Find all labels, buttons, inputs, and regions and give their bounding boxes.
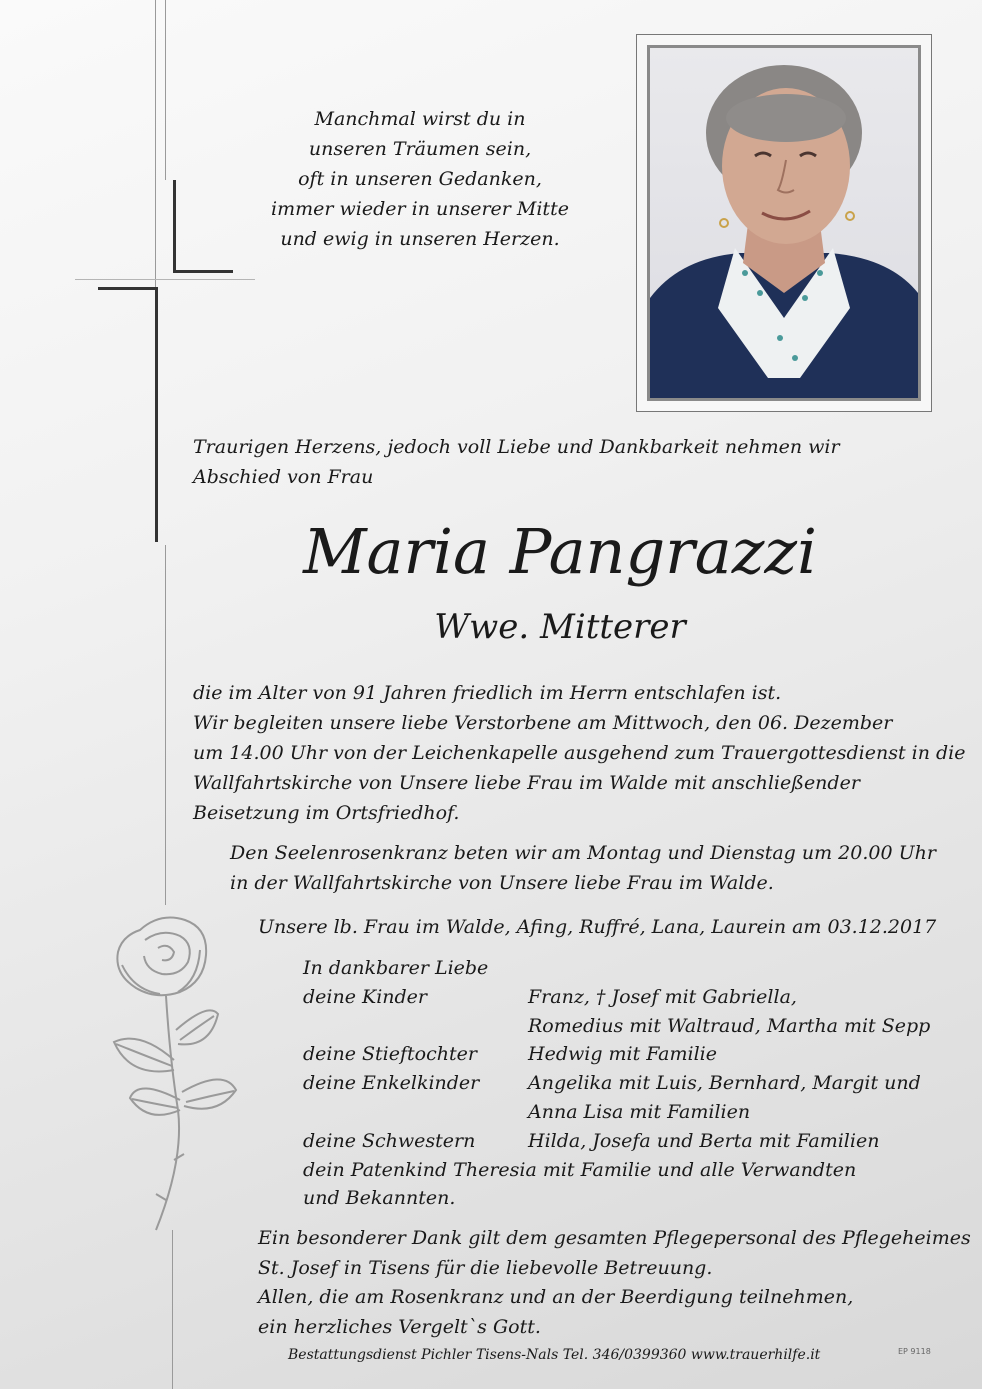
thanks-text [258,1224,971,1342]
portrait-frame [636,34,932,412]
family-role [303,1012,528,1041]
family-row [303,1098,963,1127]
rose-icon [100,910,250,1240]
family-closing-line: und Bekannten. [303,1187,456,1210]
family-names: Hilda, Josefa und Berta mit Familien [528,1129,880,1152]
thanks-line: Allen, die am Rosenkranz und an der Beerdigung teilnehmen, [258,1286,854,1308]
cross-long-arm [75,279,255,280]
intro-line: Traurigen Herzens, jedoch voll Liebe und Dankbarkeit nehmen wir [193,436,840,458]
left-border-line-4 [172,1230,173,1389]
family-role: deine Schwestern [303,1129,476,1152]
family-row [303,1127,963,1156]
poem-line: Manchmal wirst du in [314,108,526,130]
family-role: deine Enkelkinder [303,1072,480,1095]
poem-line: oft in unseren Gedanken, [298,168,542,190]
family-row [303,1069,963,1098]
announcement-line: Beisetzung im Ortsfriedhof. [193,802,460,824]
poem-line: und ewig in unseren Herzen. [280,228,560,250]
announcement-line: um 14.00 Uhr von der Leichenkapelle ausgehend zum Trauergottesdienst in die [193,742,966,764]
template-code: EP 9118 [898,1347,931,1356]
intro-text [193,432,913,492]
thanks-line: St. Josef in Tisens für die liebevolle Betreuung. [258,1256,713,1279]
family-names: Angelika mit Luis, Bernhard, Margit und [528,1072,921,1095]
family-intro: In dankbarer Liebe [303,957,489,979]
thanks-line: ein herzliches Vergelt`s Gott. [258,1315,541,1338]
family-row [303,983,963,1012]
rosary-text [230,838,950,898]
left-border-line [155,0,156,287]
family-role: deine Kinder [303,985,428,1008]
rosary-line: in der Wallfahrtskirche von Unsere liebe Frau im Walde. [230,872,774,894]
family-role [303,1098,528,1127]
family-names: Hedwig mit Familie [528,1043,717,1066]
left-border-line-3 [165,545,166,905]
announcement-line: die im Alter von 91 Jahren friedlich im Herrn entschlafen ist. [193,682,782,704]
family-closing-line: dein Patenkind Theresia mit Familie und alle Verwandten [303,1158,857,1181]
intro-line: Abschied von Frau [193,466,374,488]
family-row [303,1012,963,1041]
poem [250,104,590,254]
funeral-home-footer: Bestattungsdienst Pichler Tisens-Nals Tel. 346/0399360 www.trauerhilfe.it [288,1347,821,1363]
thanks-line: Ein besonderer Dank gilt dem gesamten Pflegepersonal des Pflegeheimes [258,1227,971,1249]
rosary-line: Den Seelenrosenkranz beten wir am Montag und Dienstag um 20.00 Uhr [230,842,936,864]
poem-line: unseren Träumen sein, [308,138,532,160]
deceased-name: Maria Pangrazzi [303,515,817,588]
family-names: Franz, † Josef mit Gabriella, [528,985,797,1008]
portrait-photo [647,45,921,401]
family-names: Romedius mit Waltraud, Martha mit Sepp [528,1014,931,1037]
family-list [303,954,963,1213]
announcement-text [193,678,966,828]
poem-line: immer wieder in unserer Mitte [271,198,569,220]
family-row [303,1040,963,1069]
left-border-line-2 [165,0,166,180]
place-date: Unsere lb. Frau im Walde, Afing, Ruffré, Lana, Laurein am 03.12.2017 [258,916,937,938]
family-names: Anna Lisa mit Familien [528,1100,751,1123]
family-role: deine Stieftochter [303,1043,477,1066]
widow-of: Wwe. Mitterer [434,607,686,647]
announcement-line: Wallfahrtskirche von Unsere liebe Frau im Walde mit anschließender [193,772,860,794]
announcement-line: Wir begleiten unsere liebe Verstorbene am Mittwoch, den 06. Dezember [193,712,893,734]
